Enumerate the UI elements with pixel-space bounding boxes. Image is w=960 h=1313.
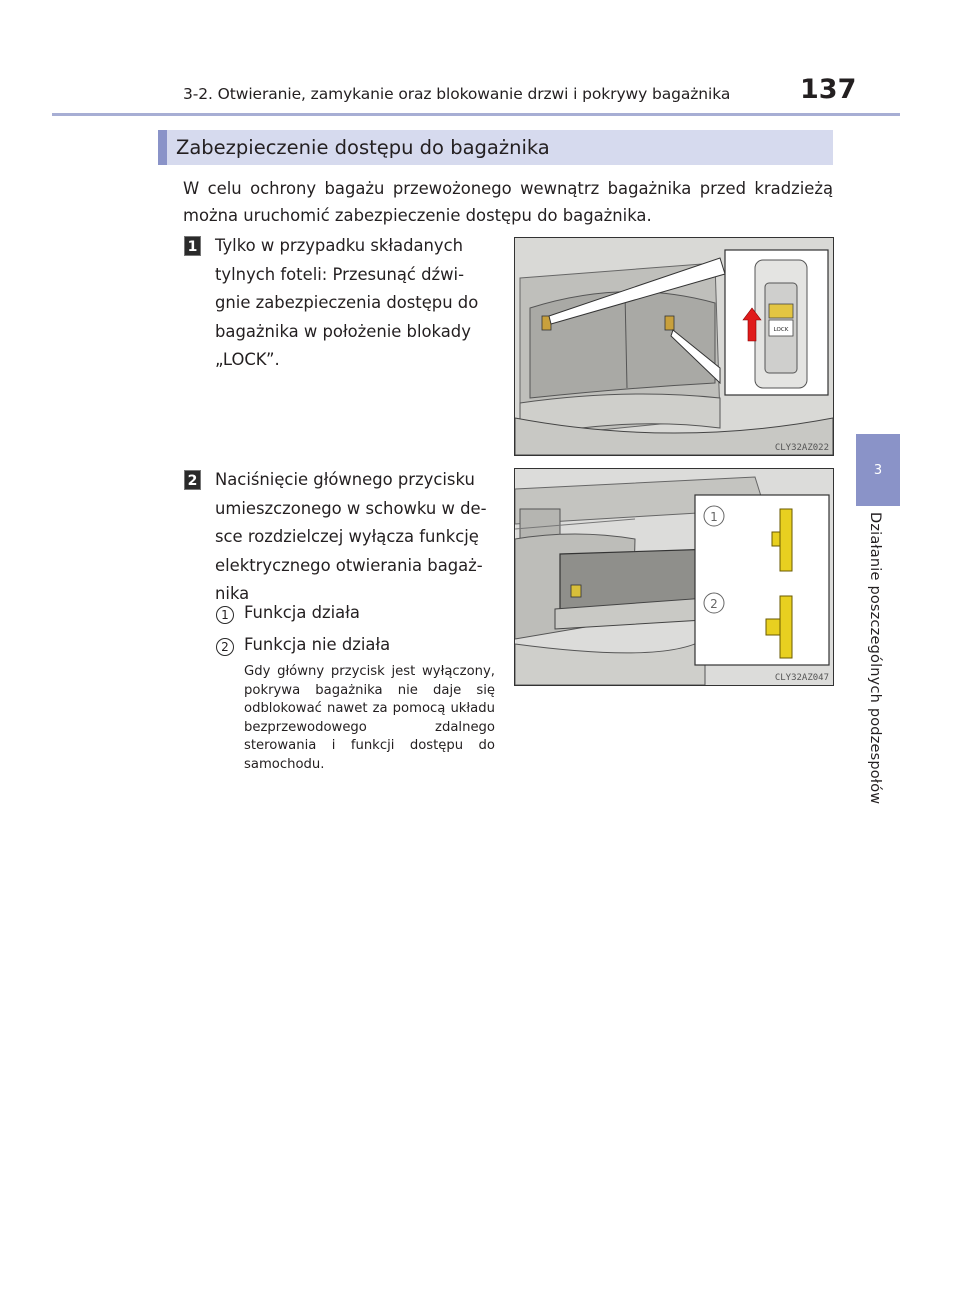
item-number-1: 1 bbox=[216, 606, 234, 624]
chapter-side-label: Działanie poszczególnych podzespołów bbox=[867, 512, 883, 805]
running-header: 3-2. Otwieranie, zamykanie oraz blokowanie drzwi i pokrywy bagażnika bbox=[183, 85, 731, 103]
figure-code: CLY32AZ022 bbox=[774, 443, 829, 453]
figure-code: CLY32AZ047 bbox=[774, 673, 829, 683]
lock-switch-label: LOCK bbox=[773, 327, 789, 333]
item-number-2: 2 bbox=[216, 638, 234, 656]
note-paragraph: Gdy główny przycisk jest wyłączony, pokrywa bagażnika nie daje się odblokować nawet za pomocą układu bezprzewodowego zdalnego sterowania i funkcji dostępu do samochodu. bbox=[244, 664, 495, 772]
header-rule bbox=[52, 113, 900, 116]
step-1-text bbox=[215, 232, 500, 375]
intro-paragraph: W celu ochrony bagażu przewożonego wewnątrz bagażnika przed kradzieżą można uruchomić zabezpieczenie dostępu do bagażnika. bbox=[183, 179, 833, 225]
step-2-line: sce rozdzielczej wyłącza funkcję bbox=[215, 527, 479, 546]
step-1-line: „LOCK”. bbox=[215, 350, 280, 369]
step-marker-1: 1 bbox=[184, 236, 201, 256]
step-1-line: gnie zabezpieczenia dostępu do bbox=[215, 293, 479, 312]
callout-number-1: 1 bbox=[710, 510, 718, 524]
trunk-figure bbox=[514, 237, 834, 456]
step-2-line: nika bbox=[215, 584, 250, 603]
step-2-text bbox=[215, 466, 500, 609]
item-text-1: Funkcja działa bbox=[244, 603, 360, 622]
callout-number-2: 2 bbox=[710, 597, 718, 611]
glovebox-figure bbox=[514, 468, 834, 686]
section-title: Zabezpieczenie dostępu do bagażnika bbox=[176, 136, 550, 159]
step-marker-2: 2 bbox=[184, 470, 201, 490]
chapter-tab-number: 3 bbox=[873, 463, 883, 478]
step-2-line: Naciśnięcie głównego przycisku bbox=[215, 470, 475, 489]
step-2-line: elektrycznego otwierania bagaż- bbox=[215, 555, 483, 575]
page-number: 137 bbox=[800, 74, 857, 105]
step-2-line: umieszczonego w schowku w de- bbox=[215, 498, 487, 518]
step-1-line: Tylko w przypadku składanych bbox=[215, 236, 464, 255]
step-1-line: tylnych foteli: Przesunąć dźwi- bbox=[215, 264, 465, 284]
item-text-2: Funkcja nie działa bbox=[244, 635, 391, 654]
step-1-line: bagażnika w położenie blokady bbox=[215, 321, 471, 341]
